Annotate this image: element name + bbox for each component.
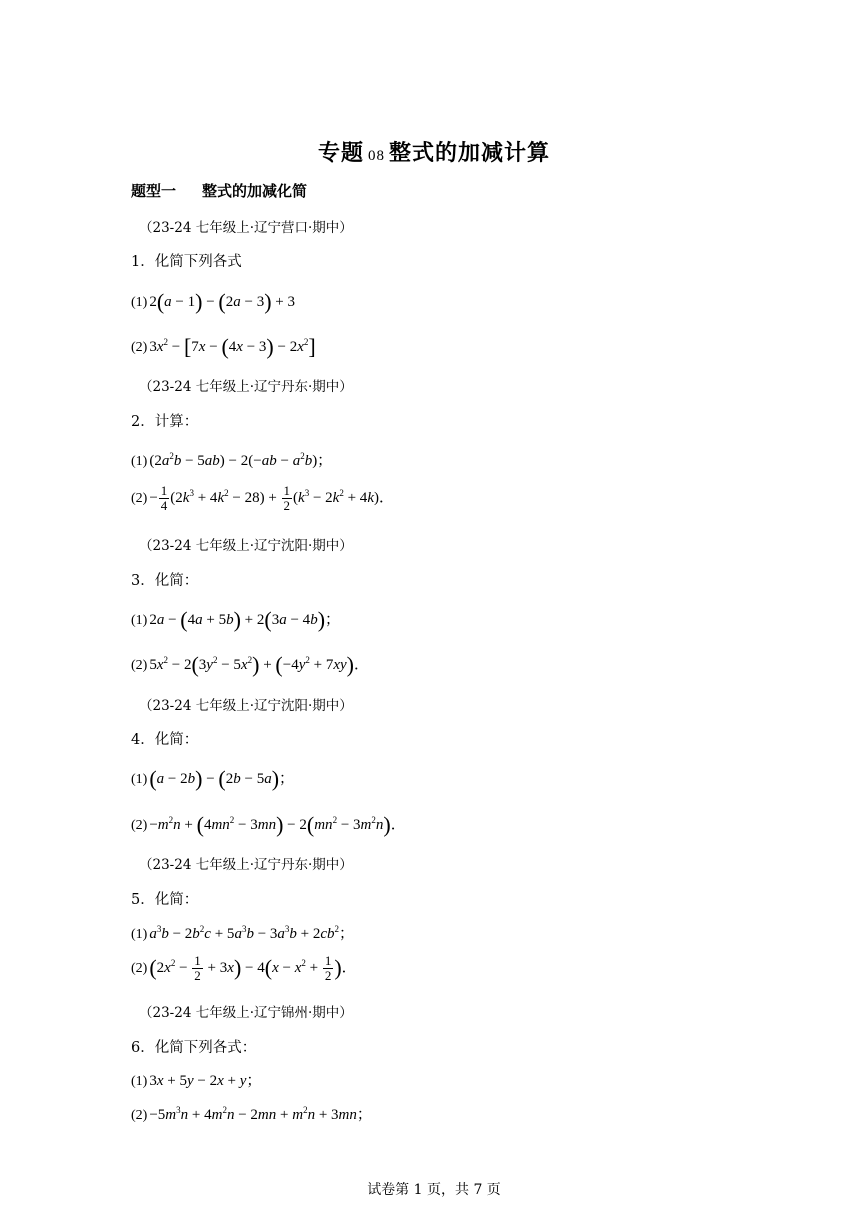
question-stem: 5．化简： xyxy=(131,892,199,908)
question-stem: 6．化简下列各式： xyxy=(131,1040,257,1056)
question-stem: 4．化简： xyxy=(131,732,199,748)
expression: (2) $5x^2 - 2(3y^2 - 5x^2) + (-4y^2 + 7xy)$． xyxy=(131,652,370,677)
expression: $(2) -m^2n + (4mn^2 - 3mn) - 2(mn^2 - 3m^2n)$． xyxy=(131,812,406,837)
question-source: （23-24 七年级上·辽宁沈阳·期中） xyxy=(139,698,353,714)
question-source: （23-24 七年级上·辽宁沈阳·期中） xyxy=(139,538,353,554)
question-source: （23-24 七年级上·辽宁丹东·期中） xyxy=(139,379,353,395)
question-stem: 2．计算： xyxy=(131,414,199,430)
page-title: 专题 08 整式的加减计算 xyxy=(317,141,551,166)
expression: (1) $(2a^2b - 5ab) - 2(-ab - a^2b)$； xyxy=(131,451,333,469)
section-heading: 题型一 整式的加减化简 xyxy=(131,182,308,200)
expression: $(2)(2x^2$ − $\frac{1}{2}$ + $3x) - 4(x - x^2$ + $\frac{1}{2}$ )． xyxy=(131,953,357,983)
question-stem: 1．化简下列各式 xyxy=(131,254,242,270)
expression: (1) 2a − (4a + 5b) + 2(3a − 4b)； xyxy=(131,607,341,632)
page-footer: 试卷第 1 页，共 7 页 xyxy=(367,1182,501,1198)
expression: (2) − $\frac{1}{4}$ $(2k^3 + 4k^2 - 28)$ + $\frac{1}{2}$ $(k^3 - 2k^2 + 4k)$． xyxy=(131,483,394,513)
expression: (1) 3x + 5y − 2x + y； xyxy=(131,1073,262,1089)
expression: (1)(a − 2b) − (2b − 5a)； xyxy=(131,766,295,791)
expression: (1) $a^3b - 2b^2c + 5a^3b - 3a^3b + 2cb^2$； xyxy=(131,924,355,942)
question-source: （23-24 七年级上·辽宁锦州·期中） xyxy=(139,1005,353,1021)
expression: (2) $3x^2 - [7x - (4x - 3) - 2x^2]$ xyxy=(131,334,316,359)
question-stem: 3．化简： xyxy=(131,573,199,589)
expression: $(2) -5m^3n + 4m^2n - 2mn + m^2n + 3mn$； xyxy=(131,1105,372,1123)
question-source: （23-24 七年级上·辽宁丹东·期中） xyxy=(139,857,353,873)
question-source: （23-24 七年级上·辽宁营口·期中） xyxy=(139,220,353,236)
expression: (1) 2(a − 1) − (2a − 3) + 3 xyxy=(131,289,296,314)
